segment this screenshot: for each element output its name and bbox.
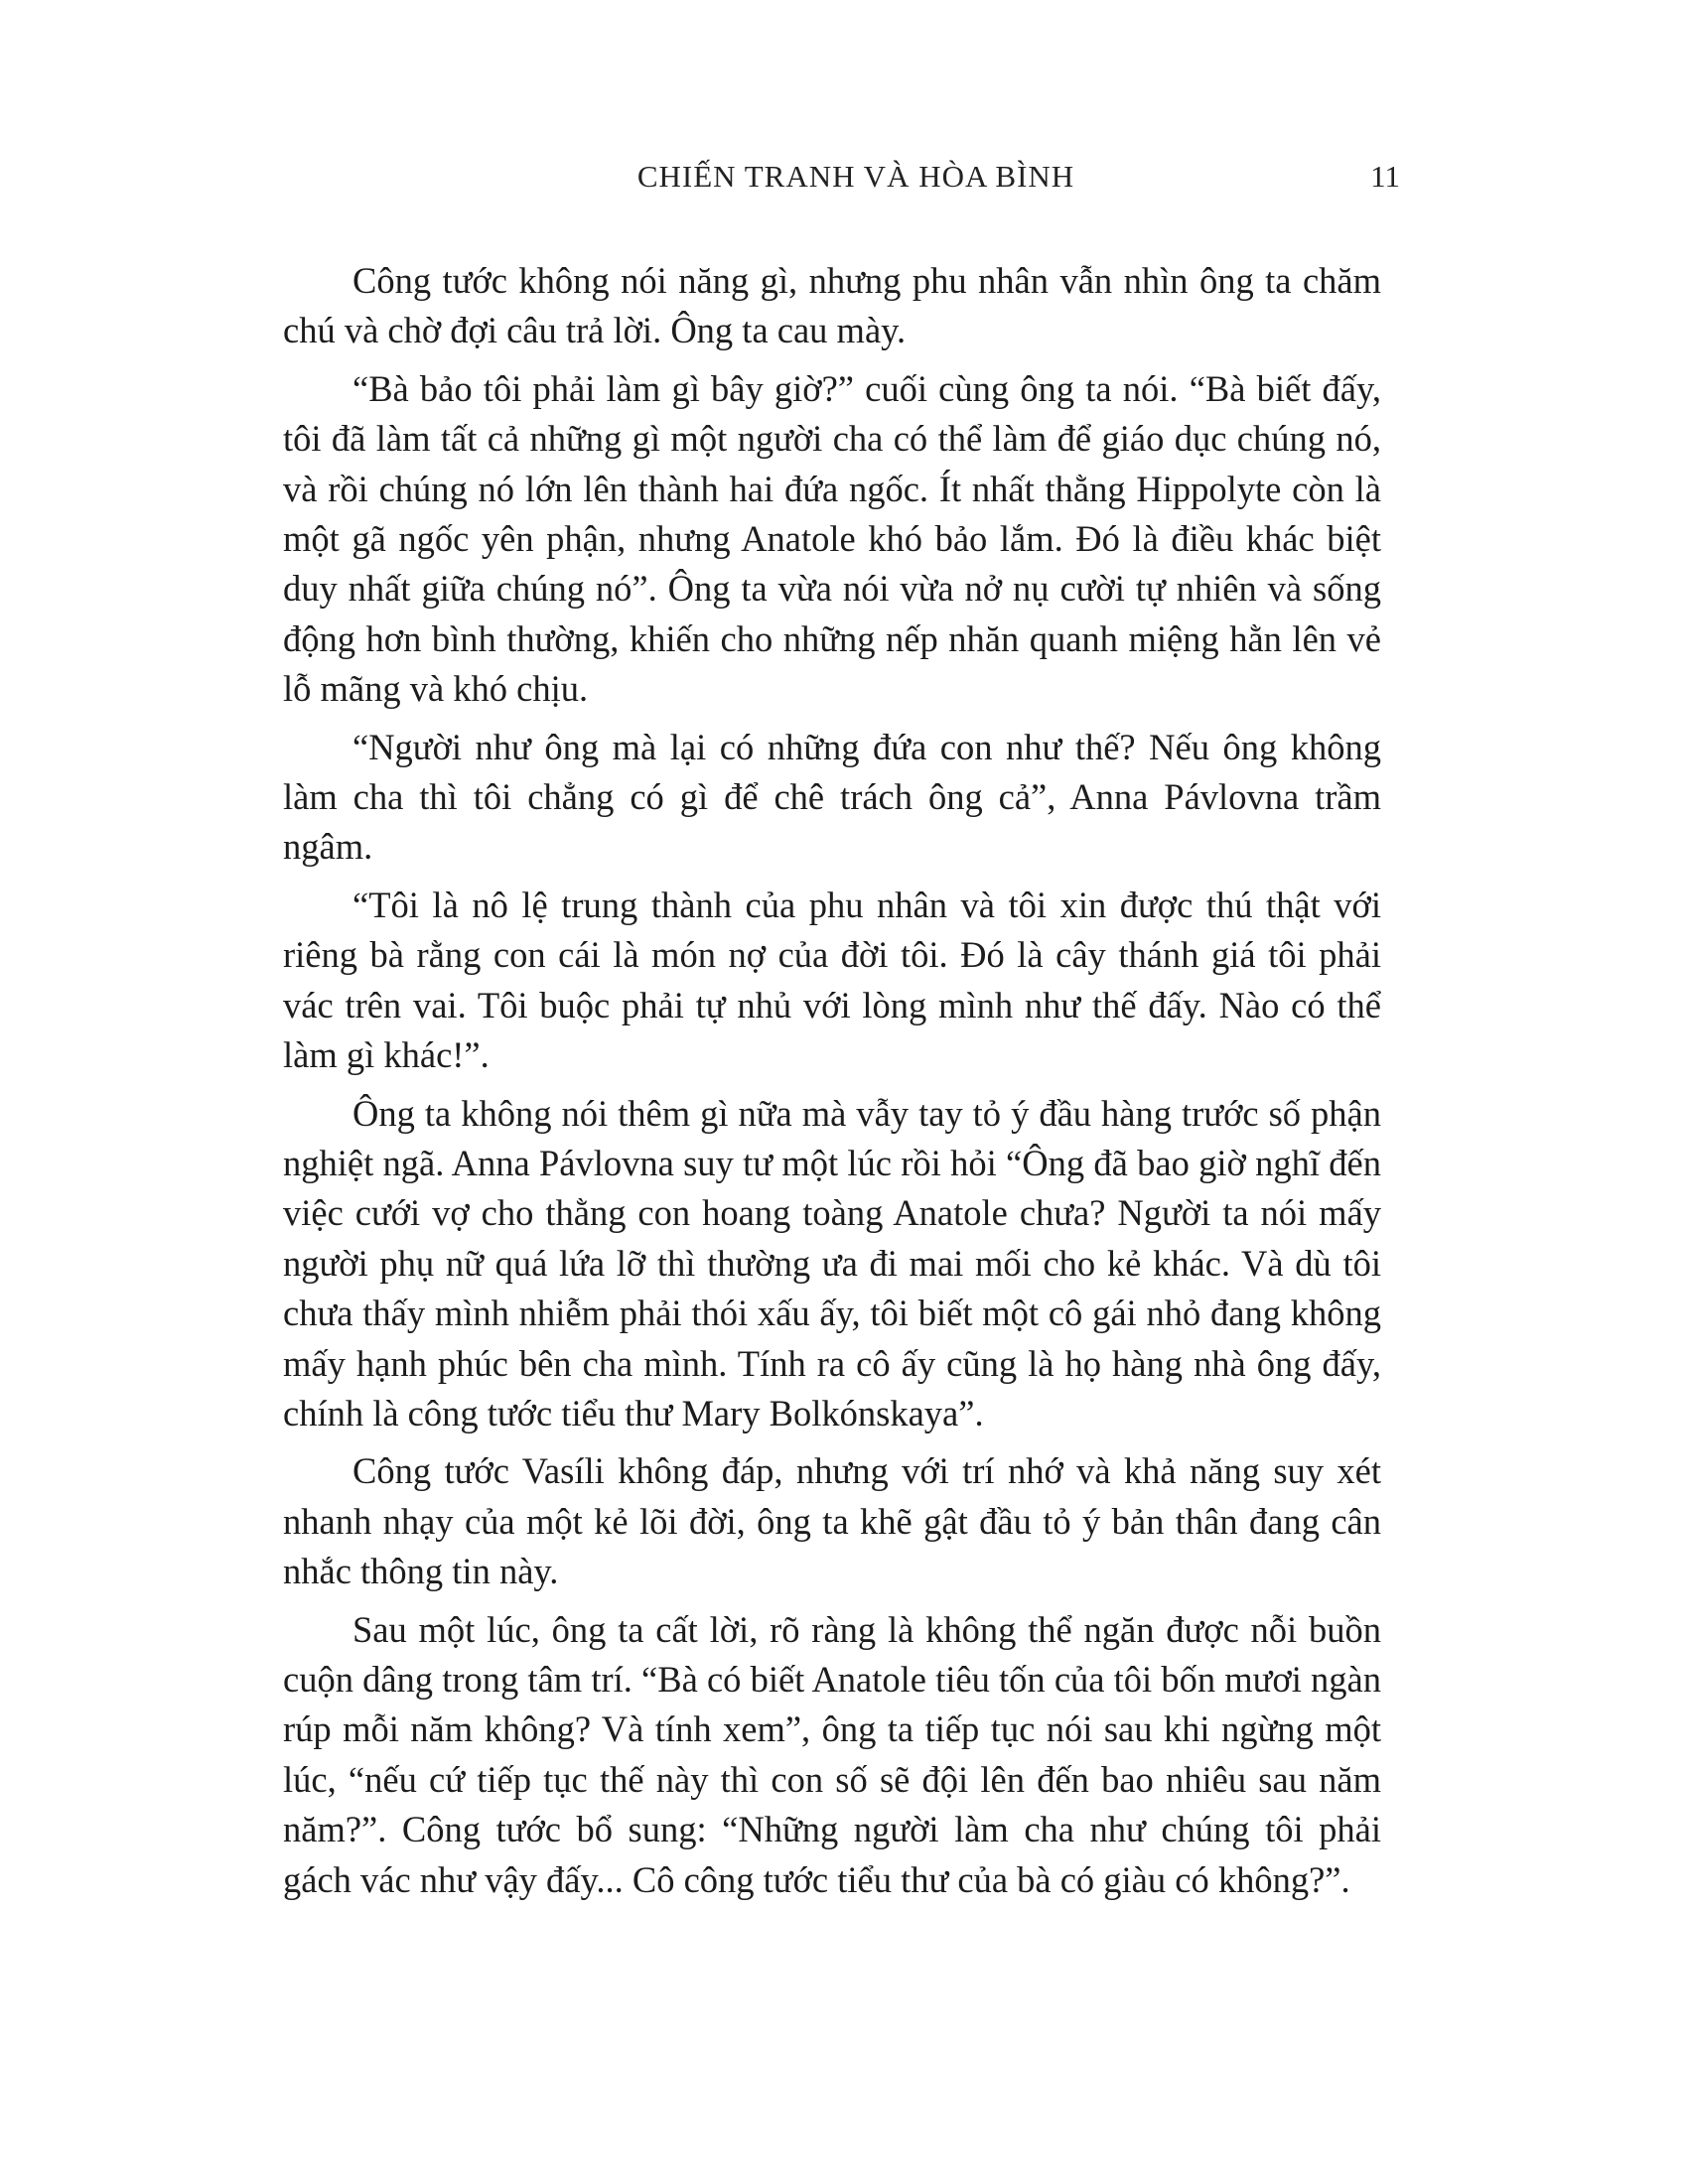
paragraph-3: “Người như ông mà lại có những đứa con như thế? Nếu ông không làm cha thì tôi chẳng có gì để chê trách ông cả”, Anna Pávlovna trầm ngâm. [283,726,1381,868]
paragraph-2: “Bà bảo tôi phải làm gì bây giờ?” cuối cùng ông ta nói. “Bà biết đấy, tôi đã làm tất cả những gì một người cha có thể làm để giáo dục chúng nó, và rồi chúng nó lớn lên thành hai đứa ngốc. Ít nhất thằng Hippolyte còn là một gã ngốc yên phận, nhưng Anatole khó bảo lắm. Đó là điều khác biệt duy nhất giữa chúng nó”. Ông ta vừa nói vừa nở nụ cười tự nhiên và sống động hơn bình thường, khiến cho những nếp nhăn quanh miệng hằn lên vẻ lỗ mãng và khó chịu. [283,367,1381,710]
body-text [283,256,1381,1913]
page-number: 11 [1370,159,1400,194]
paragraph-4: “Tôi là nô lệ trung thành của phu nhân và tôi xin được thú thật với riêng bà rằng con cái là món nợ của đời tôi. Đó là cây thánh giá tôi phải vác trên vai. Tôi buộc phải tự nhủ với lòng mình như thế đấy. Nào có thể làm gì khác!”. [283,884,1381,1076]
paragraph-5: Ông ta không nói thêm gì nữa mà vẫy tay tỏ ý đầu hàng trước số phận nghiệt ngã. Anna Pávlovna suy tư một lúc rồi hỏi “Ông đã bao giờ nghĩ đến việc cưới vợ cho thằng con hoang toàng Anatole chưa? Người ta nói mấy người phụ nữ quá lứa lỡ thì thường ưa đi mai mối cho kẻ khác. Và dù tôi chưa thấy mình nhiễm phải thói xấu ấy, tôi biết một cô gái nhỏ đang không mấy hạnh phúc bên cha mình. Tính ra cô ấy cũng là họ hàng nhà ông đấy, chính là công tước tiểu thư Mary Bolkónskaya”. [283,1092,1381,1433]
paragraph-1: Công tước không nói năng gì, nhưng phu nhân vẫn nhìn ông ta chăm chú và chờ đợi câu trả lời. Ông ta cau mày. [283,260,1381,351]
running-title: CHIẾN TRANH VÀ HÒA BÌNH [636,159,1075,194]
paragraph-6: Công tước Vasíli không đáp, nhưng với trí nhớ và khả năng suy xét nhanh nhạy của một kẻ lõi đời, ông ta khẽ gật đầu tỏ ý bản thân đang cân nhắc thông tin này. [283,1450,1381,1592]
paragraph-7: Sau một lúc, ông ta cất lời, rõ ràng là không thể ngăn được nỗi buồn cuộn dâng trong tâm trí. “Bà có biết Anatole tiêu tốn của tôi bốn mươi ngàn rúp mỗi năm không? Và tính xem”, ông ta tiếp tục nói sau khi ngừng một lúc, “nếu cứ tiếp tục thế này thì con số sẽ đội lên đến bao nhiêu sau năm năm?”. Công tước bổ sung: “Những người làm cha như chúng tôi phải gách vác như vậy đấy... Cô công tước tiểu thư của bà có giàu có không?”. [283,1608,1381,1900]
